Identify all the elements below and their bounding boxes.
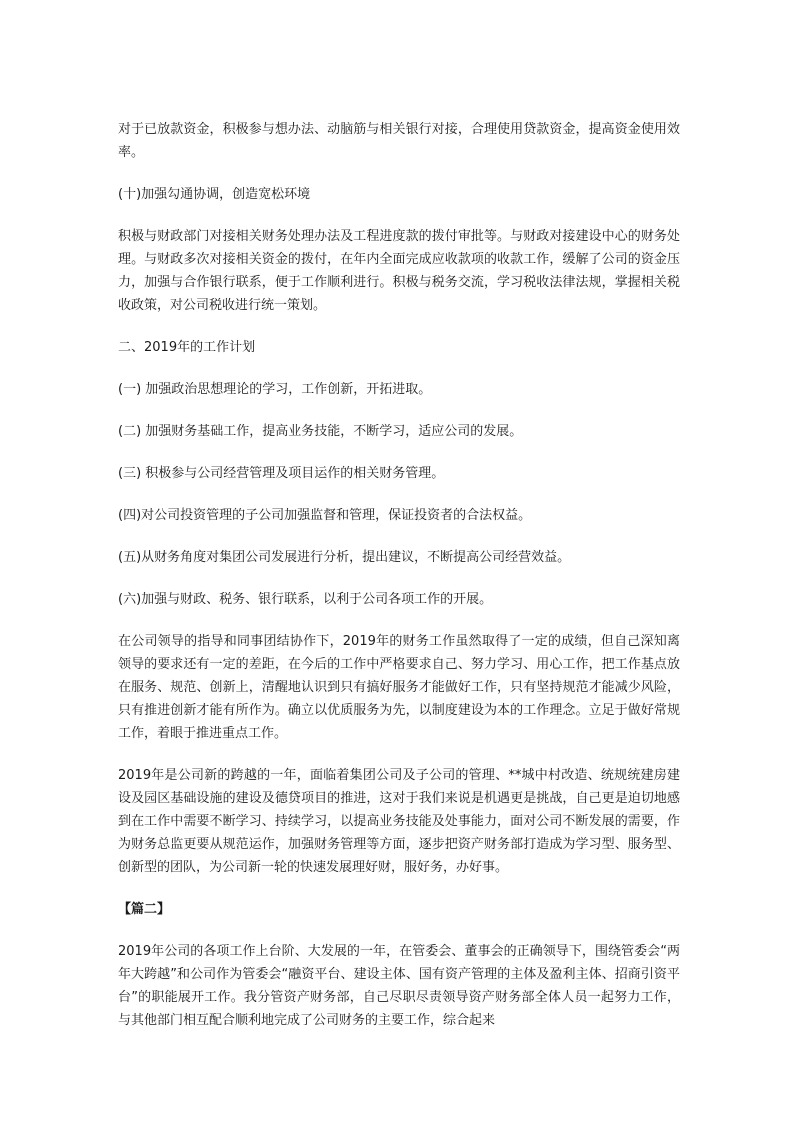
document-page — [118, 118, 680, 1051]
chapter-heading-part-two: 【篇二】 — [118, 902, 171, 917]
plan-item-6: (六)加强与财政、税务、银行联系，以利于公司各项工作的开展。 — [118, 592, 493, 607]
section-heading-work-plan: 二、2019年的工作计划 — [118, 340, 256, 355]
plan-item-4: (四)对公司投资管理的子公司加强监督和管理，保证投资者的合法权益。 — [118, 508, 532, 523]
paragraph-part-two-intro: 2019年公司的各项工作上台阶、大发展的一年，在管委会、董事会的正确领导下，围绕管委会“两年大跨越”和公司作为管委会“融资平台、建设主体、国有资产管理的主体及盈利主体、招商引资平台”的职能展开工作。我分管资产财务部，自己尽职尽责领导资产财务部全体人员一起努力工作，与其他部门相互配合顺利地完成了公司财务的主要工作，综合起来 — [118, 944, 680, 1028]
plan-item-2: (二) 加强财务基础工作，提高业务技能，不断学习，适应公司的发展。 — [118, 424, 523, 439]
paragraph-summary: 在公司领导的指导和同事团结协作下，2019年的财务工作虽然取得了一定的成绩，但自己深知离领导的要求还有一定的差距，在今后的工作中严格要求自己、努力学习、用心工作，把工作基点放在服务、规范、创新上，清醒地认识到只有搞好服务才能做好工作，只有坚持规范才能减少风险，只有推进创新才能有所作为。确立以优质服务为先，以制度建设为本的工作理念。立足于做好常规工作，着眼于推进重点工作。 — [118, 634, 680, 741]
plan-item-5: (五)从财务角度对集团公司发展进行分析，提出建议，不断提高公司经营效益。 — [118, 550, 571, 565]
paragraph-outlook: 2019年是公司新的跨越的一年，面临着集团公司及子公司的管理、**城中村改造、统规统建房建设及园区基础设施的建设及德贷项目的推进，这对于我们来说是机遇更是挑战，自己更是迫切地感到在工作中需要不断学习、持续学习，以提高业务技能及处事能力，面对公司不断发展的需要，作为财务总监更要从规范运作，加强财务管理等方面，逐步把资产财务部打造成为学习型、服务型、创新型的团队，为公司新一轮的快速发展理好财，服好务，办好事。 — [118, 768, 680, 875]
plan-item-3: (三) 积极参与公司经营管理及项目运作的相关财务管理。 — [118, 466, 445, 481]
paragraph-finance-coordination: 积极与财政部门对接相关财务处理办法及工程进度款的拨付审批等。与财政对接建设中心的财务处理。与财政多次对接相关资金的拨付，在年内全面完成应收款项的收款工作，缓解了公司的资金压力，加强与合作银行联系，便于工作顺利进行。积极与税务交流，学习税收法律法规，掌握相关税收政策，对公司税收进行统一策划。 — [118, 229, 680, 313]
paragraph-loan-funds: 对于已放款资金，积极参与想办法、动脑筋与相关银行对接，合理使用贷款资金，提高资金使用效率。 — [118, 122, 680, 160]
plan-item-1: (一) 加强政治思想理论的学习，工作创新，开拓进取。 — [118, 382, 432, 397]
section-heading-communication: (十)加强勾通协调，创造宽松环境 — [118, 187, 311, 202]
